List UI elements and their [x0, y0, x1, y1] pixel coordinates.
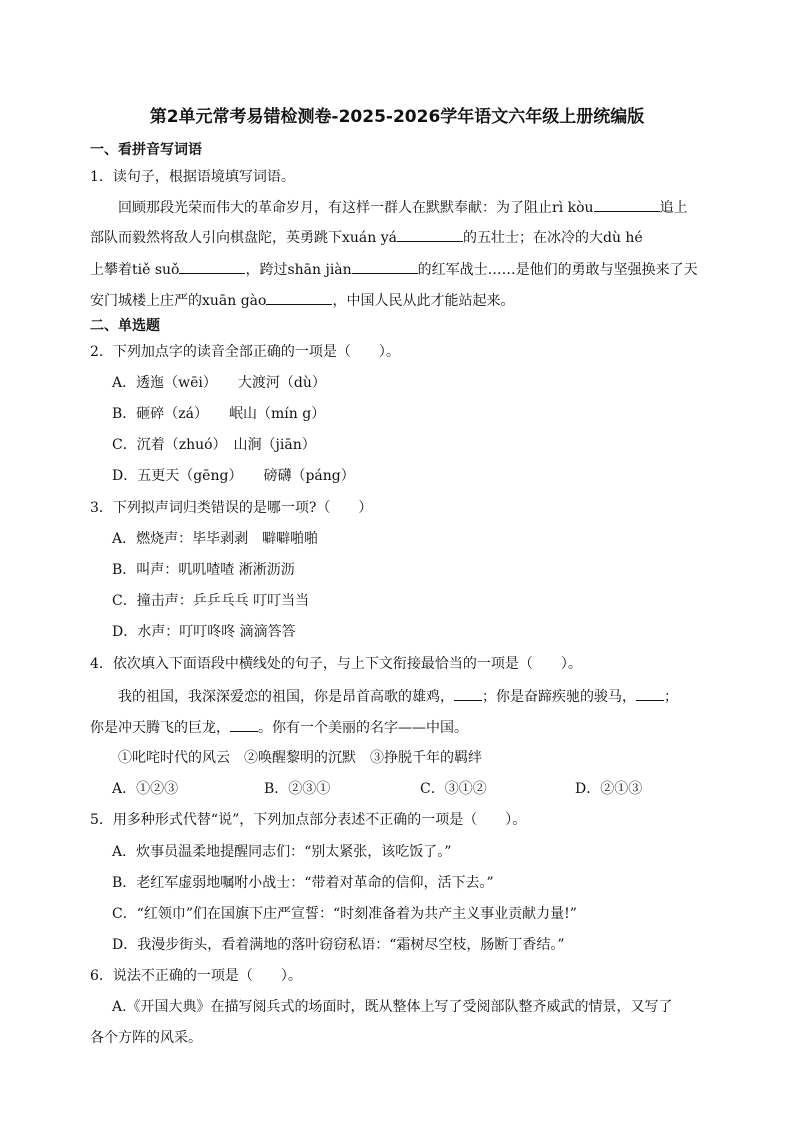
section-heading-pinyin: 一、看拼音写词语 — [90, 142, 202, 158]
question-4-option-c[interactable]: C．③①② — [420, 781, 487, 797]
passage-text: 的红军战士……是他们的勇敢与坚强换来了天 — [417, 262, 698, 278]
question-5-option-d[interactable]: D．我漫步街头，看着满地的落叶窃窃私语：“霜树尽空枝，肠断丁香结。” — [112, 937, 565, 953]
question-3-option-c[interactable]: C．撞击声：乒乒乓乓 叮叮当当 — [112, 593, 310, 609]
question-4-passage-line-1 — [118, 686, 678, 707]
question-5-stem: 5．用多种形式代替“说”，下列加点部分表述不正确的一项是（ ）。 — [90, 812, 527, 828]
question-2-stem: 2．下列加点字的读音全部正确的一项是（ ）。 — [90, 344, 400, 360]
question-2-option-a[interactable]: A．透迤（wēi） 大渡河（dù） — [112, 375, 326, 391]
section-heading-single-choice: 二、单选题 — [90, 318, 160, 334]
answer-blank[interactable] — [454, 686, 482, 701]
question-4-choices: ①叱咤时代的风云 ②唤醒黎明的沉默 ③挣脱千年的羁绊 — [118, 750, 482, 766]
question-4-option-a[interactable]: A．①②③ — [112, 781, 179, 797]
question-6-option-a[interactable]: A.《开国大典》在描写阅兵式的场面时，既从整体上写了受阅部队整齐威武的情景，又写了 — [112, 999, 673, 1015]
question-6-option-a-continued: 各个方阵的风采。 — [90, 1030, 202, 1046]
question-2-option-b[interactable]: B．砸碎（zá） 岷山（mín g） — [112, 406, 326, 422]
question-3-stem: 3．下列拟声词归类错误的是哪一项?（ ） — [90, 500, 373, 516]
passage-text: 你是冲天腾飞的巨龙， — [90, 720, 230, 736]
question-4-option-d[interactable]: D．②①③ — [575, 781, 643, 797]
question-1-passage-line-1 — [118, 197, 688, 218]
question-2-option-c[interactable]: C．沉着（zhuó） 山涧（jiān） — [112, 437, 316, 453]
answer-blank[interactable] — [179, 259, 245, 274]
answer-blank[interactable] — [594, 197, 660, 212]
passage-text: ，中国人民从此才能站起来。 — [332, 293, 515, 309]
question-4-option-b[interactable]: B．②③① — [264, 781, 331, 797]
question-1-passage-line-3 — [90, 259, 698, 280]
passage-text: 部队而毅然将敌人引向棋盘陀，英勇跳下xuán yá — [90, 230, 397, 246]
answer-blank[interactable] — [230, 717, 258, 732]
passage-text: 上攀着tiě suǒ — [90, 262, 180, 278]
passage-text: 的五壮士；在冰冷的大dù hé — [462, 230, 643, 246]
question-5-option-c[interactable]: C．“红领巾”们在国旗下庄严宣誓：“时刻准备着为共产主义事业贡献力量!” — [112, 906, 577, 922]
question-4-stem: 4．依次填入下面语段中横线处的句子，与上下文衔接最恰当的一项是（ ）。 — [90, 656, 582, 672]
question-3-option-b[interactable]: B．叫声：叽叽喳喳 淅淅沥沥 — [112, 562, 295, 578]
answer-blank[interactable] — [266, 290, 332, 305]
question-1-stem: 1．读句子，根据语境填写词语。 — [90, 169, 295, 185]
question-2-option-d[interactable]: D．五更天（gēng） 磅礴（páng） — [112, 468, 355, 484]
passage-text: ，跨过shān jiàn — [245, 262, 352, 278]
question-3-option-a[interactable]: A．燃烧声：毕毕剥剥 噼噼啪啪 — [112, 531, 319, 547]
question-6-stem: 6．说法不正确的一项是（ ）。 — [90, 968, 302, 984]
answer-blank[interactable] — [352, 259, 418, 274]
passage-text: 。你有一个美丽的名字——中国。 — [258, 720, 468, 736]
passage-text: 安门城楼上庄严的xuān gào — [90, 293, 267, 309]
question-5-option-b[interactable]: B．老红军虚弱地嘱咐小战士：“带着对革命的信仰，活下去。” — [112, 875, 494, 891]
question-4-passage-line-2 — [90, 717, 468, 738]
passage-text: ；你是奋蹄疾驰的骏马， — [482, 689, 636, 705]
passage-text: 回顾那段光荣而伟大的革命岁月，有这样一群人在默默奉献：为了阻止rì kòu — [118, 200, 594, 216]
answer-blank[interactable] — [636, 686, 664, 701]
page-title: 第2单元常考易错检测卷-2025-2026学年语文六年级上册统编版 — [149, 107, 645, 127]
question-3-option-d[interactable]: D．水声：叮叮咚咚 滴滴答答 — [112, 624, 296, 640]
passage-text: ； — [664, 689, 678, 705]
question-1-passage-line-4 — [90, 290, 514, 311]
question-1-passage-line-2 — [90, 227, 643, 248]
passage-text: 追上 — [659, 200, 688, 216]
passage-text: 我的祖国，我深深爱恋的祖国，你是昂首高歌的雄鸡， — [118, 689, 454, 705]
question-5-option-a[interactable]: A．炊事员温柔地提醒同志们：“别太紧张，该吃饭了。” — [112, 844, 452, 860]
answer-blank[interactable] — [397, 227, 463, 242]
